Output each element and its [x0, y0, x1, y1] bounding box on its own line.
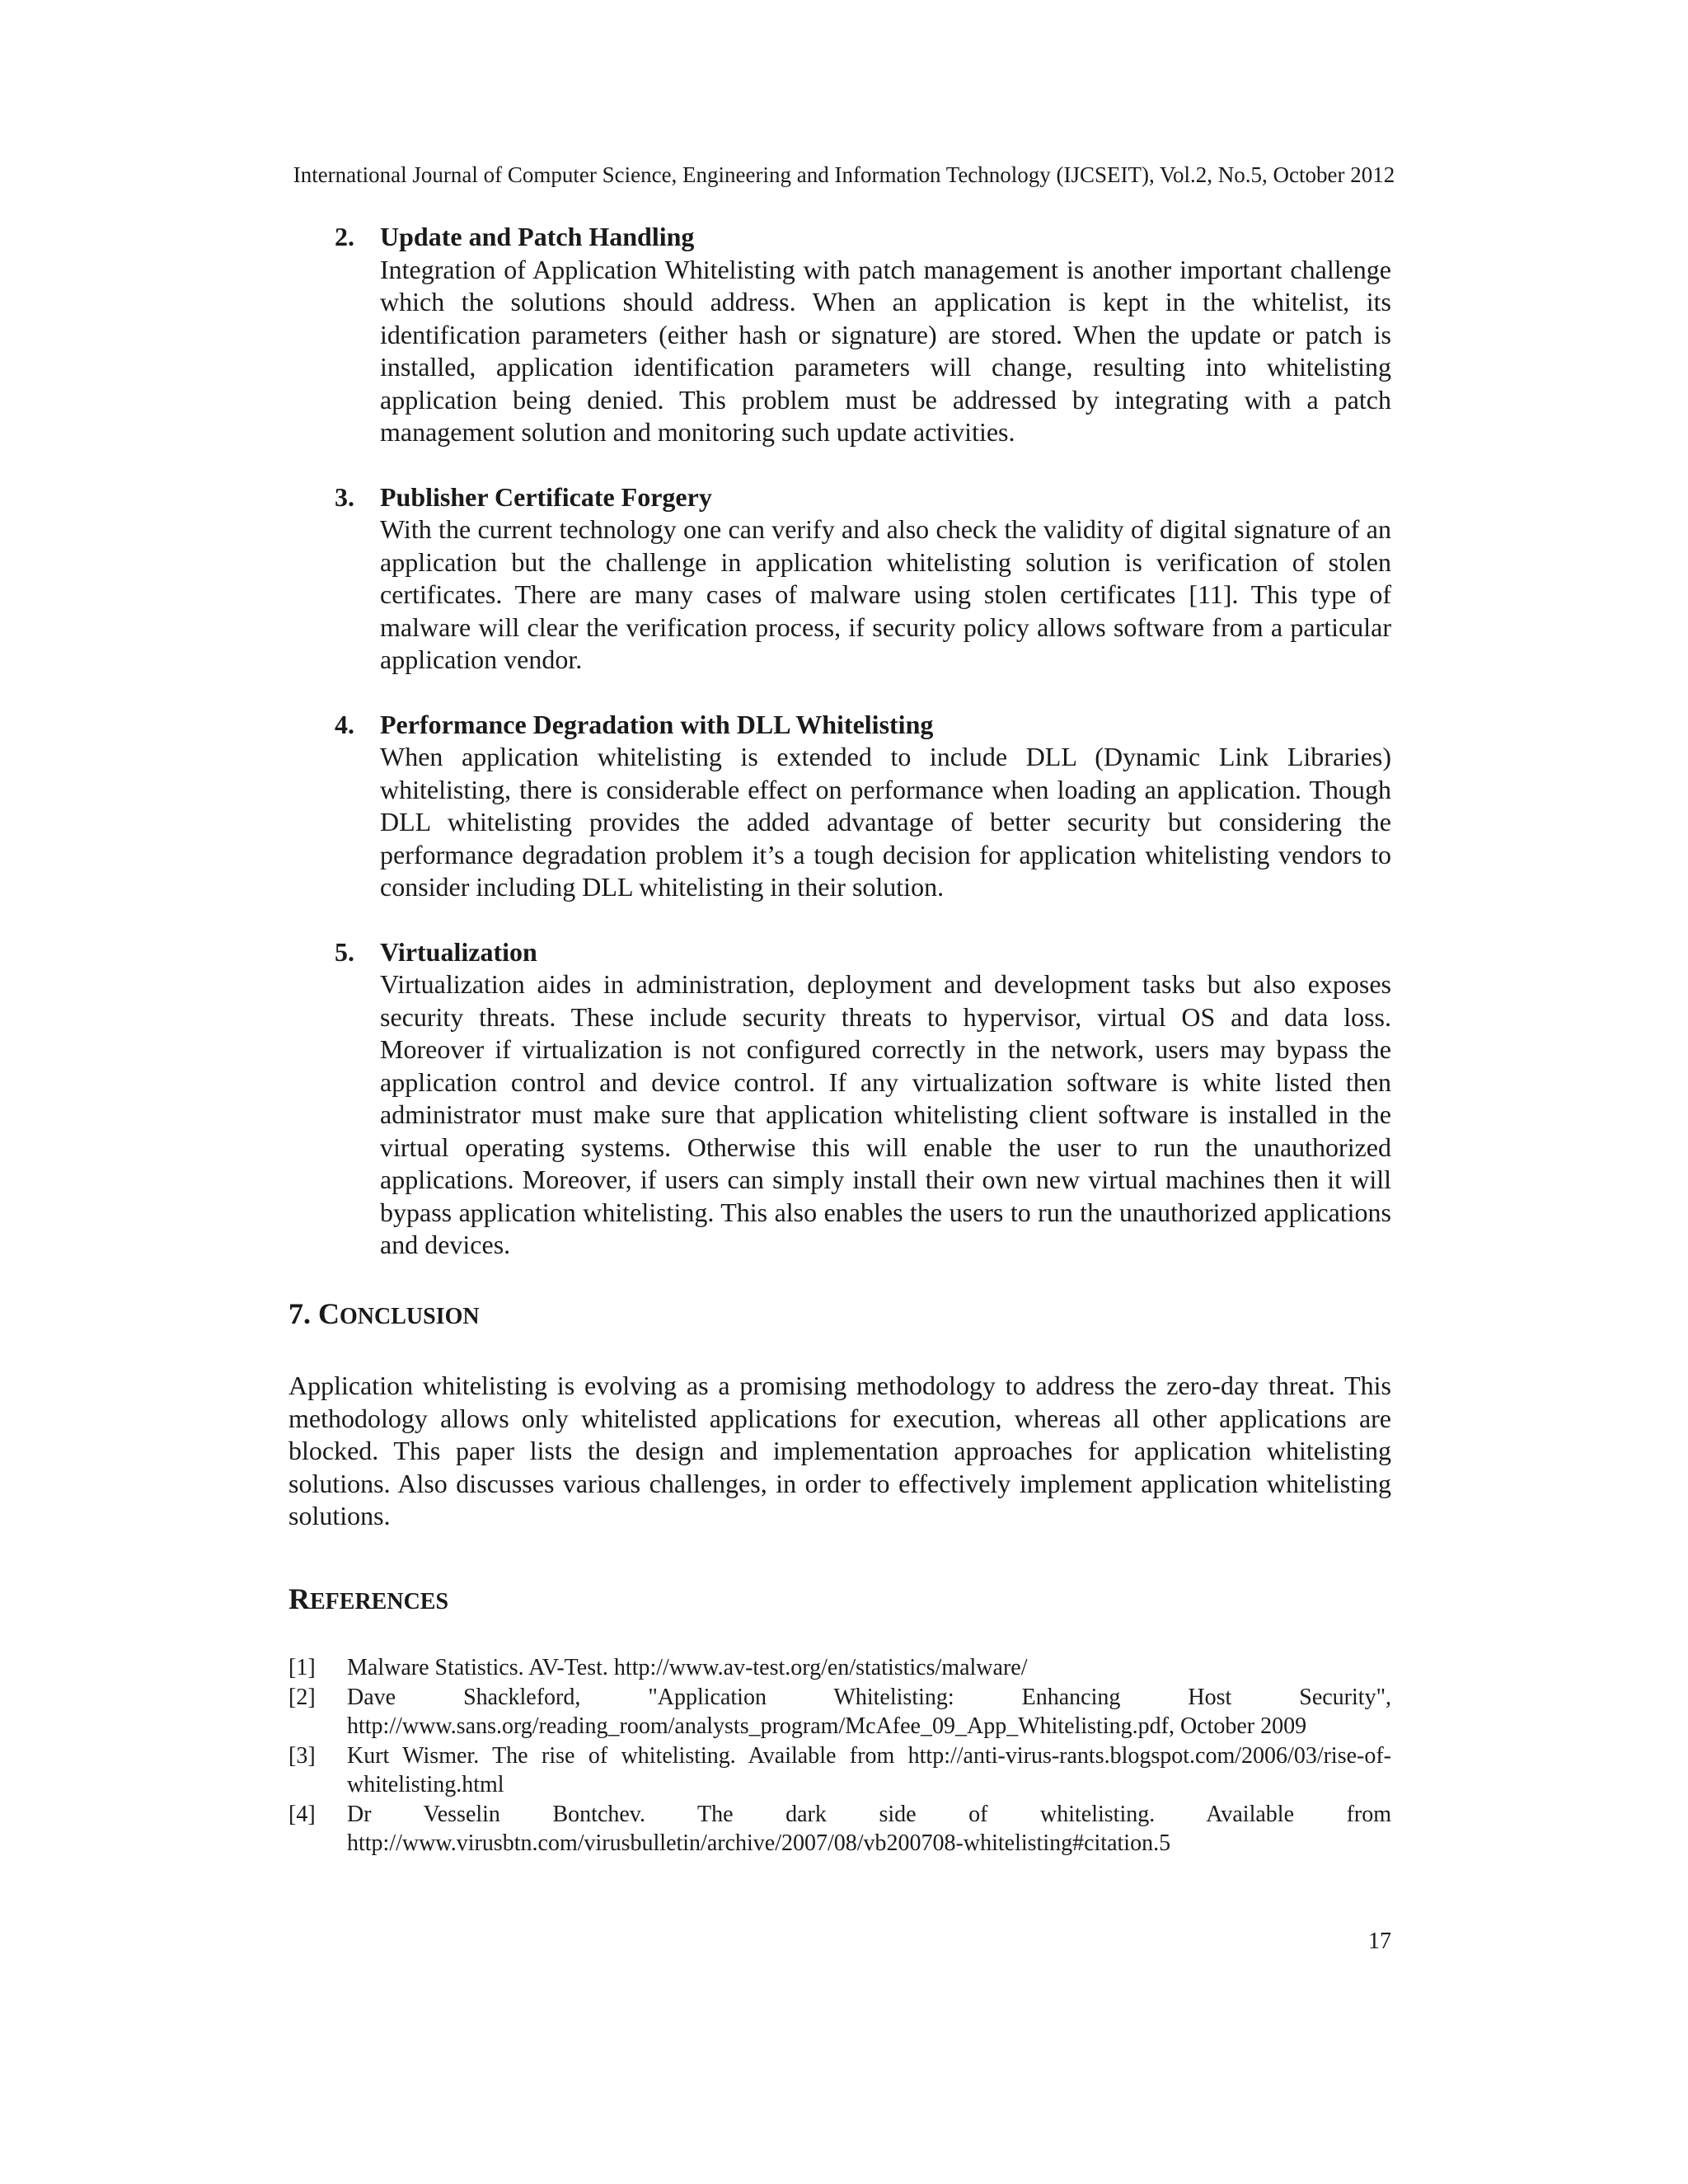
challenge-item-update-patch	[335, 221, 1391, 449]
reference-label: [3]	[288, 1742, 316, 1769]
challenge-item-certificate-forgery	[335, 481, 1391, 677]
references-heading	[288, 1581, 448, 1620]
item-body: Virtualization aides in administration, deployment and development tasks but also exposes security threats. These include security threats to hypervisor, virtual OS and data loss. Moreover if virtualization is not configured correctly in the network, users may bypass the application control and device control. If any virtualization software is white listed then administrator must make sure that application whitelisting client software is installed in the virtual operating systems. Otherwise this will enable the user to run the unauthorized applications. Moreover, if users can simply install their own new virtual machines then it will bypass application whitelisting. This also enables the users to run the unauthorized applications and devices.	[380, 969, 1391, 1259]
heading-initial: C	[318, 1297, 340, 1330]
reference-item	[288, 1800, 1391, 1858]
challenge-item-virtualization	[335, 936, 1391, 1262]
challenges-list	[335, 221, 1391, 1294]
item-title: Publisher Certificate Forgery	[380, 481, 712, 512]
reference-text: Dave Shackleford, "Application Whitelisting: Enhancing Host Security", http://www.sans.org/reading_room/analysts_program/McAfee_09_App_Whitelisting.pdf, October 2009	[347, 1684, 1391, 1739]
item-body: Integration of Application Whitelisting with patch management is another important challenge which the solutions should address. When an application is kept in the whitelist, its identification parameters (either hash or signature) are stored. When the update or patch is installed, application identification parameters will change, resulting into whitelisting application being denied. This problem must be addressed by integrating with a patch management solution and monitoring such update activities.	[380, 254, 1391, 447]
item-number: 4.	[335, 709, 354, 739]
running-header: International Journal of Computer Science, Engineering and Information Technology (IJCSEIT), Vol.2, No.5, October 2012	[293, 162, 1395, 187]
reference-text: Kurt Wismer. The rise of whitelisting. Available from http://anti-virus-rants.blogspot.com/2006/03/rise-of-whitelisting.html	[347, 1742, 1391, 1797]
reference-label: [2]	[288, 1684, 316, 1710]
challenge-item-dll-performance	[335, 709, 1391, 904]
conclusion-paragraph: Application whitelisting is evolving as a promising methodology to address the zero-day threat. This methodology allows only whitelisted applications for execution, whereas all other applications are blocked. This paper lists the design and implementation approaches for application whitelisting solutions. Also discusses various challenges, in order to effectively implement application whitelisting solutions.	[288, 1371, 1391, 1530]
reference-item	[288, 1683, 1391, 1741]
reference-label: [4]	[288, 1801, 316, 1827]
reference-text: Malware Statistics. AV-Test. http://www.av-test.org/en/statistics/malware/	[347, 1655, 1028, 1680]
item-number: 3.	[335, 481, 354, 512]
section-number: 7.	[288, 1297, 311, 1330]
item-number: 5.	[335, 936, 354, 967]
item-body: With the current technology one can verify and also check the validity of digital signature of an application but the challenge in application whitelisting solution is verification of stolen certificates. There are many cases of malware using stolen certificates [11]. This type of malware will clear the verification process, if security policy allows software from a particular application vendor.	[380, 514, 1391, 674]
reference-item	[288, 1741, 1391, 1800]
heading-small-caps: ONCLUSION	[340, 1304, 480, 1329]
heading-small-caps: EFERENCES	[310, 1589, 449, 1615]
reference-label: [1]	[288, 1655, 316, 1680]
reference-text: Dr Vesselin Bontchev. The dark side of whitelisting. Available from http://www.virusbtn.com/virusbulletin/archive/2007/08/vb200708-whitelisting#citation.5	[347, 1801, 1391, 1856]
page-number: 17	[1368, 1929, 1391, 1954]
item-title: Virtualization	[380, 936, 537, 967]
reference-item	[288, 1653, 1391, 1683]
heading-initial: R	[288, 1582, 310, 1615]
item-title: Update and Patch Handling	[380, 222, 695, 251]
item-number: 2.	[335, 222, 354, 251]
item-body: When application whitelisting is extended to include DLL (Dynamic Link Libraries) whitelisting, there is considerable effect on performance when loading an application. Though DLL whitelisting provides the added advantage of better security but considering the performance degradation problem it’s a tough decision for application whitelisting vendors to consider including DLL whitelisting in their solution.	[380, 742, 1391, 902]
item-title: Performance Degradation with DLL Whitelisting	[380, 709, 934, 739]
reference-list	[288, 1653, 1391, 1858]
conclusion-heading	[288, 1296, 480, 1335]
